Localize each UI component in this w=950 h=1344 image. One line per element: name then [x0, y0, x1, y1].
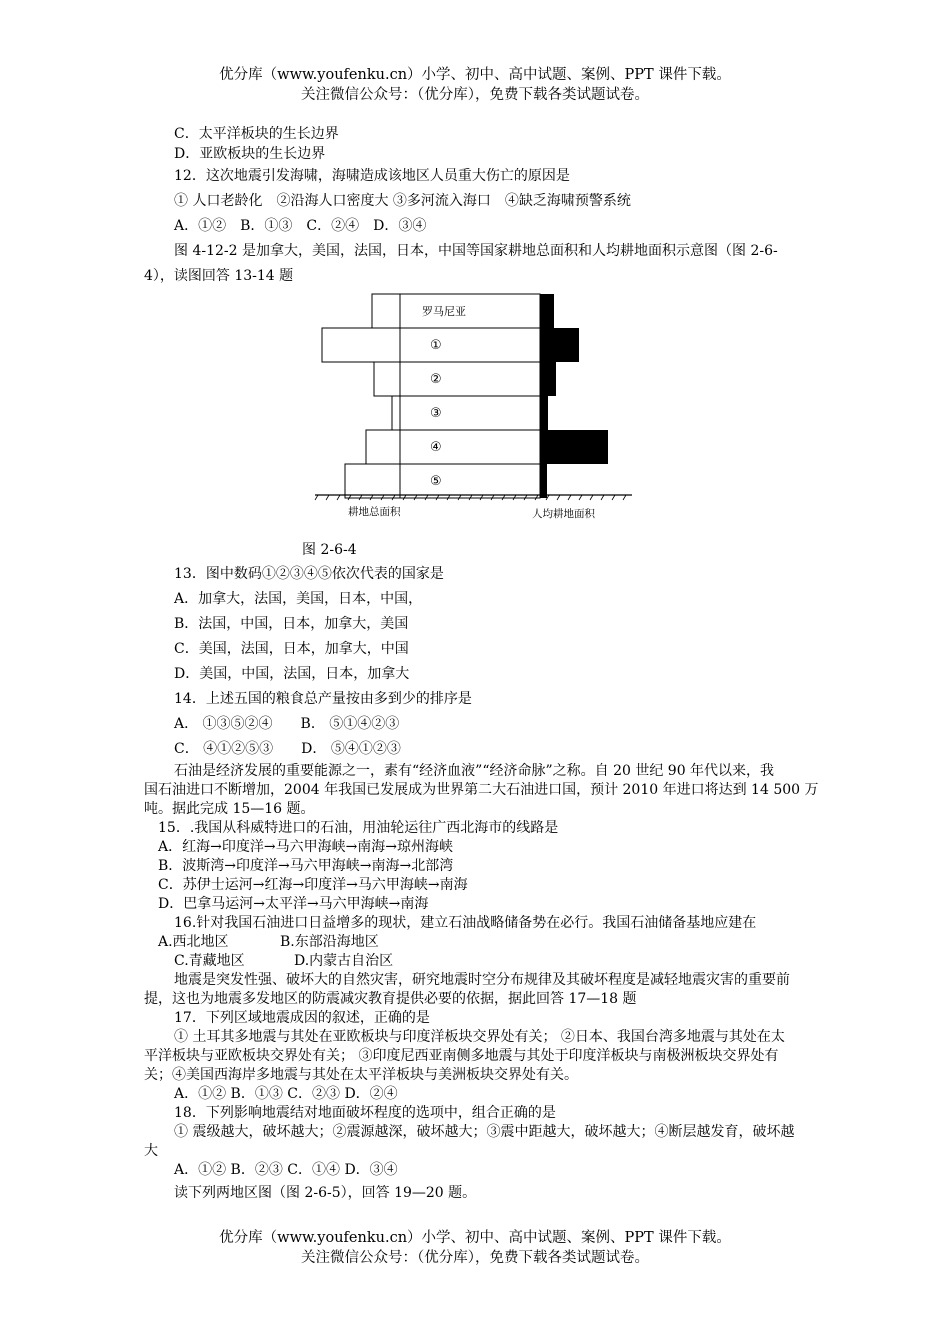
- ground-hatch: [337, 495, 340, 500]
- q18-statement-line-1: ① 震级越大，破坏越大；②震源越深，破坏越大；③震中距越大，破坏越大；④断层越发育，破坏越: [174, 1124, 795, 1140]
- ground-hatch: [623, 495, 626, 500]
- q17-statement-line-3: 关；④美国西海岸多地震与其处在太平洋板块与美洲板块交界处有关。: [144, 1067, 578, 1083]
- label-band: [400, 464, 540, 498]
- q15-option-b: B．波斯湾→印度洋→马六甲海峡→南海→北部湾: [158, 858, 454, 874]
- ground-hatch: [612, 495, 615, 500]
- q12-factors: ① 人口老龄化 ②沿海人口密度大 ③多河流入海口 ④缺乏海啸预警系统: [174, 193, 631, 209]
- ground-hatch: [579, 495, 582, 500]
- footer-line-2: 关注微信公众号：（优分库），免费下载各类试题试卷。: [301, 1250, 649, 1266]
- q13-stem: 13．图中数码①②③④⑤依次代表的国家是: [174, 566, 444, 582]
- label-band: [400, 430, 540, 464]
- x-label-total-area: 耕地总面积: [348, 506, 401, 518]
- ground-hatch: [315, 495, 318, 500]
- x-label-per-capita: 人均耕地面积: [532, 508, 595, 520]
- q18-stem: 18．下列影响地震结对地面破坏程度的选项中，组合正确的是: [174, 1105, 556, 1121]
- q17-statement-line-2: 平洋板块与亚欧板块交界处有关； ③印度尼西亚南侧多地震与其处于印度洋板块与南极洲板块交界处有: [144, 1048, 779, 1064]
- q15-option-d: D．巴拿马运河→太平洋→马六甲海峡→南海: [158, 896, 429, 912]
- q16-option-c: C.青藏地区: [174, 953, 245, 969]
- q13-option-c: C．美国，法国，日本，加拿大，中国: [174, 641, 409, 657]
- q18-options: A．①② B．②③ C．①④ D．③④: [174, 1162, 398, 1178]
- per-capita-bar: [540, 362, 556, 396]
- label-band: [400, 362, 540, 396]
- q12-stem: 12．这次地震引发海啸，海啸造成该地区人员重大伤亡的原因是: [174, 168, 570, 184]
- q16-option-d: D.内蒙古自治区: [294, 953, 394, 969]
- q14-options-cd: C． ④①②⑤③ D． ⑤④①②③: [174, 741, 401, 757]
- quake-paragraph-line-2: 提，这也为地震多发地区的防震减灾教育提供必要的依据，据此回答 17—18 题: [144, 991, 637, 1007]
- per-capita-bar: [540, 328, 579, 362]
- q14-options-ab: A． ①③⑤②④ B． ⑤①④②③: [174, 716, 400, 732]
- q13-option-a: A．加拿大，法国，美国，日本，中国，: [174, 591, 423, 607]
- ground-hatch: [590, 495, 593, 500]
- category-label: ③: [430, 406, 442, 421]
- per-capita-bar: [540, 294, 554, 328]
- category-label: ②: [430, 372, 442, 387]
- q18-statement-line-2: 大: [144, 1143, 158, 1159]
- total-area-bar: [392, 396, 400, 430]
- q15-option-c: C．苏伊士运河→红海→印度洋→马六甲海峡→南海: [158, 877, 468, 893]
- ground-hatch: [557, 495, 560, 500]
- q16-option-a: A.西北地区: [158, 934, 229, 950]
- q12-options: A．①② B．①③ C．②④ D．③④: [174, 218, 427, 234]
- label-band: [400, 328, 540, 362]
- ground-hatch: [601, 495, 604, 500]
- q16-option-b: B.东部沿海地区: [280, 934, 379, 950]
- category-label: ⑤: [430, 474, 442, 489]
- category-label: ①: [430, 338, 442, 353]
- header-line-1: 优分库（www.youfenku.cn）小学、初中、高中试题、案例、PPT 课件下载。: [219, 67, 731, 83]
- oil-paragraph-line-1: 石油是经济发展的重要能源之一，素有“经济血液”“经济命脉”之称。自 20 世纪 90 年代以来，我: [174, 763, 775, 779]
- category-label: ④: [430, 440, 442, 455]
- q17-options: A．①② B．①③ C．②③ D．②④: [174, 1086, 398, 1102]
- per-capita-bar: [540, 396, 548, 430]
- header-line-2: 关注微信公众号：（优分库），免费下载各类试题试卷。: [301, 87, 649, 103]
- q11-option-d: D．亚欧板块的生长边界: [174, 146, 326, 162]
- quake-paragraph-line-1: 地震是突发性强、破坏大的自然灾害，研究地震时空分布规律及其破坏程度是减轻地震灾害的重要前: [174, 972, 790, 988]
- q11-option-c: C．太平洋板块的生长边界: [174, 126, 339, 142]
- total-area-bar: [374, 362, 400, 396]
- per-capita-bar: [540, 464, 547, 498]
- q15-option-a: A．红海→印度洋→马六甲海峡→南海→琼州海峡: [158, 839, 454, 855]
- label-band: [400, 396, 540, 430]
- q16-stem: 16.针对我国石油进口日益增多的现状，建立石油战略储备势在必行。我国石油储备基地应建在: [174, 915, 757, 931]
- ground-hatch: [326, 495, 329, 500]
- total-area-bar: [366, 430, 400, 464]
- total-area-bar: [322, 328, 400, 362]
- q17-statement-line-1: ① 土耳其多地震与其处在亚欧板块与印度洋板块交界处有关； ②日本、我国台湾多地震与其处在太: [174, 1029, 785, 1045]
- q13-option-b: B．法国，中国，日本，加拿大，美国: [174, 616, 409, 632]
- figure-intro-line-1: 图 4-12-2 是加拿大，美国，法国，日本，中国等国家耕地总面积和人均耕地面积示意图（图 2-6-: [174, 243, 778, 259]
- figure-intro-line-2: 4），读图回答 13-14 题: [144, 268, 294, 284]
- total-area-bar: [345, 464, 400, 498]
- figure-caption: 图 2-6-4: [302, 542, 357, 558]
- total-area-bar: [372, 294, 400, 328]
- footer-line-1: 优分库（www.youfenku.cn）小学、初中、高中试题、案例、PPT 课件下载。: [219, 1230, 731, 1246]
- ground-hatch: [568, 495, 571, 500]
- category-label: 罗马尼亚: [422, 305, 466, 318]
- label-band: [400, 294, 540, 328]
- q15-stem: 15．.我国从科威特进口的石油，用油轮运往广西北海市的线路是: [158, 820, 559, 836]
- farmland-chart: [310, 288, 640, 523]
- q19-intro: 读下列两地区图（图 2-6-5），回答 19—20 题。: [174, 1185, 477, 1201]
- oil-paragraph-line-3: 吨。据此完成 15—16 题。: [144, 801, 315, 817]
- per-capita-bar: [540, 430, 608, 464]
- q17-stem: 17．下列区域地震成因的叙述，正确的是: [174, 1010, 430, 1026]
- q14-stem: 14．上述五国的粮食总产量按由多到少的排序是: [174, 691, 472, 707]
- oil-paragraph-line-2: 国石油进口不断增加，2004 年我国已发展成为世界第二大石油进口国，预计 2010 年进口将达到 14 500 万: [144, 782, 819, 798]
- q13-option-d: D．美国，中国，法国，日本，加拿大: [174, 666, 410, 682]
